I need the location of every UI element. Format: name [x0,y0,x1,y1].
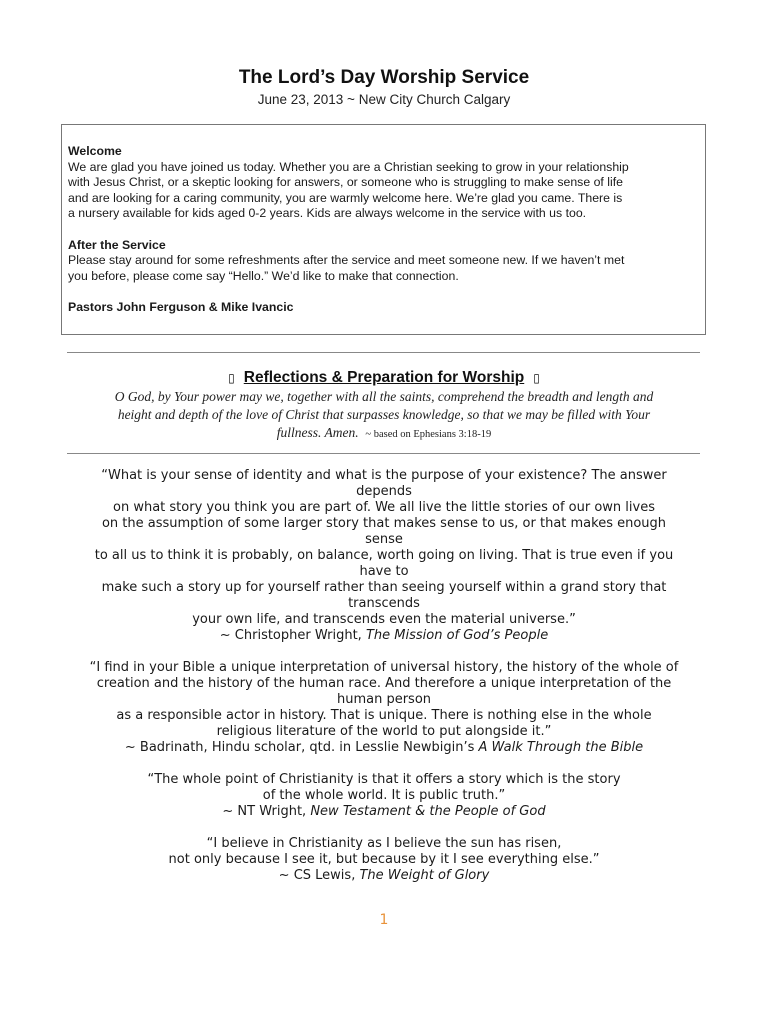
prayer [72,388,696,444]
quote-line: “I find in your Bible a unique interpretation of universal history, the history of the whole of [89,660,679,675]
welcome-heading: Welcome [68,144,122,158]
quote-line: “The whole point of Christianity is that it offers a story which is the story [147,772,621,787]
quote-line: of the whole world. It is public truth.” [262,788,506,803]
welcome-line: and are looking for a caring community, you are warmly welcome here. We’re glad you came. There is [68,190,623,205]
quote-line: your own life, and transcends even the material universe.” [192,612,576,627]
quote-line: human person [336,692,432,707]
quote-line: make such a story up for yourself rather than seeing yourself within a grand story that [101,580,667,595]
quote-author: ~ CS Lewis, [278,868,356,883]
page-subtitle: June 23, 2013 ~ New City Church Calgary [257,92,511,107]
prayer-citation: ~ based on Ephesians 3:18-19 [365,429,492,440]
quote-attribution [64,628,704,644]
quote-line: as a responsible actor in history. That is unique. There is nothing else in the whole [116,708,652,723]
pastors-signature: Pastors John Ferguson & Mike Ivancic [68,299,294,314]
quote-line: religious literature of the world to put alongside it.” [216,724,552,739]
quote-author: ~ Badrinath, Hindu scholar, qtd. in Lesslie Newbigin’s [124,740,475,755]
quote-line: on what story you think you are part of. We all live the little stories of our own lives [113,500,655,515]
quote-line: transcends [348,596,420,611]
quote-line: sense [365,532,403,547]
quote-line: to all us to think it is probably, on balance, worth going on living. That is true even if you [94,548,674,563]
quote-line: “What is your sense of identity and what is the purpose of your existence? The answer [101,468,667,483]
prayer-line: height and depth of the love of Christ that surpasses knowledge, so that we may be filled with Your [117,407,651,422]
after-service-heading: After the Service [68,237,166,252]
page-title: The Lord’s Day Worship Service [238,67,530,88]
quote-line: “I believe in Christianity as I believe the sun has risen, [206,836,562,851]
quote-line: depends [356,484,412,499]
welcome-line: with Jesus Christ, or a skeptic looking for answers, or someone who is struggling to make sense of life [68,175,623,190]
quote-author: ~ Christopher Wright, [219,628,362,643]
quote-book-title: The Weight of Glory [359,868,490,883]
after-service-line: Please stay around for some refreshments after the service and meet someone new. If we haven’t met [68,253,625,268]
quote-line: creation and the history of the human race. And therefore a unique interpretation of the [96,676,672,691]
prayer-line: fullness. Amen. [276,425,359,440]
box-marker-icon: ▯ [228,371,235,385]
box-marker-icon: ▯ [533,371,540,385]
page-number: 1 [379,912,389,928]
welcome-line: We are glad you have joined us today. Whether you are a Christian seeking to grow in your relationship [68,159,629,174]
reflections-heading-text: Reflections & Preparation for Worship [243,369,525,386]
quote-author: ~ NT Wright, [222,804,307,819]
quote-attribution [64,740,704,756]
after-service-line: you before, please come say “Hello.” We’d like to make that connection. [68,268,459,283]
welcome-line: a nursery available for kids aged 0-2 years. Kids are always welcome in the service with us too. [68,206,587,221]
divider [67,352,700,353]
quote-line: have to [359,564,409,579]
quote-book-title: The Mission of God’s People [365,628,549,643]
quote-line: not only because I see it, but because by it I see everything else.” [168,852,600,867]
divider [67,453,700,454]
prayer-line: O God, by Your power may we, together with all the saints, comprehend the breadth and length and [114,389,654,404]
quote-attribution [64,804,704,820]
quote-book-title: New Testament & the People of God [310,804,546,819]
quote-attribution [64,868,704,884]
reflections-heading [0,369,768,387]
quotes-section [64,468,704,884]
quote-line: on the assumption of some larger story that makes sense to us, or that makes enough [101,516,667,531]
welcome-box [61,124,706,335]
quote-book-title: A Walk Through the Bible [478,740,644,755]
